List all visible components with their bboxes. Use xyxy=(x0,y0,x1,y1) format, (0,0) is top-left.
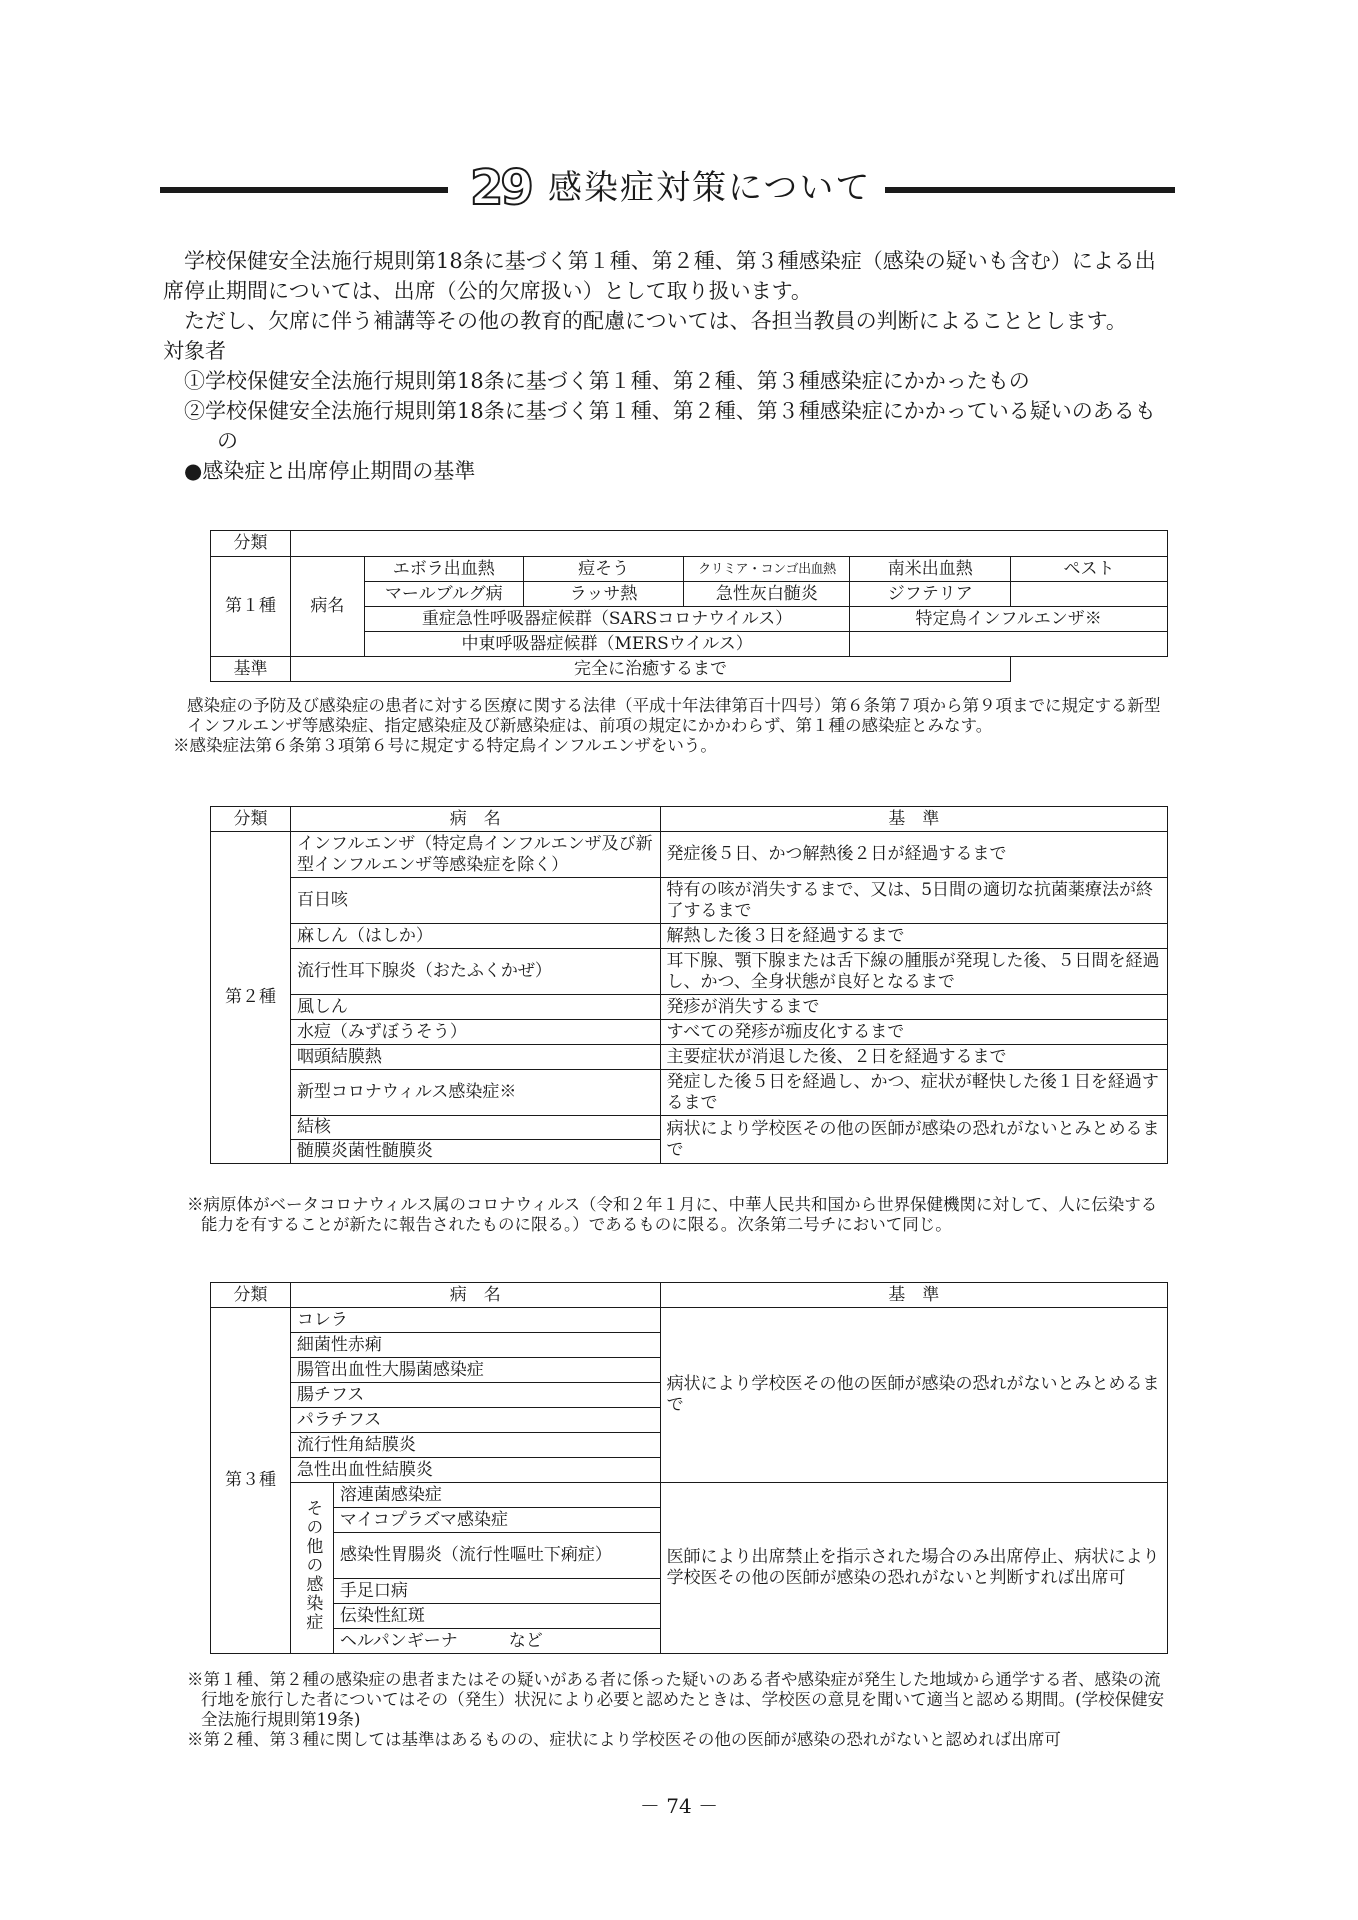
disease-cell: 重症急性呼吸器症候群（SARSコロナウイルス） xyxy=(364,607,849,632)
class-1-label: 第１種 xyxy=(211,557,291,657)
note-line: 感染症の予防及び感染症の患者に対する医療に関する法律（平成十年法律第百十四号）第６条第７項から第９項までに規定する新型インフルエンザ等感染症、指定感染症及び新感染症は、前項の規定にかかわらず、第１種の感染症とみなす。 xyxy=(187,696,1161,735)
disease-cell: 結核 xyxy=(290,1116,660,1140)
disease-cell: ペスト xyxy=(1011,557,1168,582)
col-class-header: 分類 xyxy=(211,1283,291,1308)
disease-cell: 手足口病 xyxy=(333,1579,660,1604)
disease-cell: 中東呼吸器症候群（MERSウイルス） xyxy=(364,632,849,657)
col-criteria-header: 基 準 xyxy=(660,807,1167,832)
chapter-title: 感染症対策について xyxy=(548,168,872,208)
disease-cell: 南米出血熱 xyxy=(850,557,1011,582)
criteria-cell: 特有の咳が消失するまで、又は、5日間の適切な抗菌薬療法が終了するまで xyxy=(660,878,1167,924)
disease-cell: 新型コロナウィルス感染症※ xyxy=(290,1070,660,1116)
disease-cell: 急性灰白髄炎 xyxy=(684,582,850,607)
table-class-2 xyxy=(210,806,1168,1164)
disease-cell: 水痘（みずぼうそう） xyxy=(290,1020,660,1045)
target-item-1: ①学校保健安全法施行規則第18条に基づく第１種、第２種、第３種感染症にかかったもの xyxy=(184,369,1030,393)
disease-cell: 溶連菌感染症 xyxy=(333,1483,660,1508)
disease-cell: 咽頭結膜熱 xyxy=(290,1045,660,1070)
criteria-cell-a: 病状により学校医その他の医師が感染の恐れがないとみとめるまで xyxy=(660,1308,1167,1483)
disease-cell: コレラ xyxy=(290,1308,660,1333)
criteria-cell: 解熱した後３日を経過するまで xyxy=(660,924,1167,949)
disease-cell: 腸チフス xyxy=(290,1383,660,1408)
disease-cell: 髄膜炎菌性髄膜炎 xyxy=(290,1140,660,1164)
disease-cell: 風しん xyxy=(290,995,660,1020)
disease-cell: 感染性胃腸炎（流行性嘔吐下痢症） xyxy=(333,1533,660,1579)
note-class-1 xyxy=(173,696,1172,756)
note-line: ※第２種、第３種に関しては基準はあるものの、症状により学校医その他の医師が感染の恐れがないと認めれば出席可 xyxy=(187,1730,1061,1749)
intro-paragraph-2: ただし、欠席に伴う補講等その他の教育的配慮については、各担当教員の判断によることとします。 xyxy=(184,309,1127,333)
col-criteria-header: 基 準 xyxy=(660,1283,1167,1308)
disease-cell: 流行性角結膜炎 xyxy=(290,1433,660,1458)
criteria-cell-b: 医師により出席禁止を指示された場合のみ出席停止、病状により学校医その他の医師が感染の恐れがないと判断すれば出席可 xyxy=(660,1483,1167,1654)
disease-cell: 急性出血性結膜炎 xyxy=(290,1458,660,1483)
disease-cell: ジフテリア xyxy=(850,582,1011,607)
disease-cell: マールブルグ病 xyxy=(364,582,523,607)
criteria-cell: 完全に治癒するまで xyxy=(290,657,1010,682)
criteria-cell: 主要症状が消退した後、２日を経過するまで xyxy=(660,1045,1167,1070)
header-rule-left xyxy=(160,187,448,193)
disease-cell: 麻しん（はしか） xyxy=(290,924,660,949)
section-heading: ●感染症と出席停止期間の基準 xyxy=(184,459,476,483)
col-disease-header: 病 名 xyxy=(290,807,660,832)
target-heading: 対象者 xyxy=(163,339,226,363)
note-line: ※第１種、第２種の感染症の患者またはその疑いがある者に係った疑いのある者や感染症が発生した地域から通学する者、感染の流行地を旅行した者についてはその（発生）状況により必要と認めたときは、学校医の意見を聞いて適当と認める期間。(学校保健安全法施行規則第19条) xyxy=(187,1670,1165,1729)
chapter-header xyxy=(160,158,1175,228)
other-diseases-text: その他の感染症 xyxy=(302,1498,323,1632)
criteria-cell: 発症後５日、かつ解熱後２日が経過するまで xyxy=(660,832,1167,878)
disease-cell: 伝染性紅斑 xyxy=(333,1604,660,1629)
criteria-cell: 病状により学校医その他の医師が感染の恐れがないとみとめるまで xyxy=(660,1116,1167,1164)
disease-cell: クリミア・コンゴ出血熱 xyxy=(684,557,850,582)
disease-cell: 特定鳥インフルエンザ※ xyxy=(850,607,1168,632)
note-line: ※病原体がベータコロナウィルス属のコロナウィルス（令和２年１月に、中華人民共和国から世界保健機関に対して、人に伝染する能力を有することが新たに報告されたものに限る。）であるものに限る。次条第二号チにおいて同じ。 xyxy=(187,1195,1158,1234)
note-class-2 xyxy=(187,1195,1172,1235)
disease-cell: エボラ出血熱 xyxy=(364,557,523,582)
criteria-label: 基準 xyxy=(211,657,291,682)
disease-cell: ラッサ熱 xyxy=(523,582,684,607)
disease-label: 病名 xyxy=(290,557,364,657)
chapter-number: 29 xyxy=(470,160,531,216)
disease-cell: マイコプラズマ感染症 xyxy=(333,1508,660,1533)
class-2-label: 第２種 xyxy=(211,832,291,1164)
intro-paragraph-1: 学校保健安全法施行規則第18条に基づく第１種、第２種、第３種感染症（感染の疑いも含む）による出席停止期間については、出席（公的欠席扱い）として取り扱います。 xyxy=(163,249,1156,303)
col-class-header: 分類 xyxy=(211,807,291,832)
target-item-2: ②学校保健安全法施行規則第18条に基づく第１種、第２種、第３種感染症にかかっている疑いのあるもの xyxy=(184,399,1156,453)
page-number: － 74 － xyxy=(639,1794,719,1818)
note-general xyxy=(187,1670,1172,1750)
criteria-cell: 発症した後５日を経過し、かつ、症状が軽快した後１日を経過するまで xyxy=(660,1070,1167,1116)
header-rule-right xyxy=(885,187,1175,193)
col-class-header: 分類 xyxy=(211,531,291,557)
note-line: ※感染症法第６条第３項第６号に規定する特定鳥インフルエンザをいう。 xyxy=(173,736,717,755)
criteria-cell: 発疹が消失するまで xyxy=(660,995,1167,1020)
col-disease-header: 病 名 xyxy=(290,1283,660,1308)
criteria-cell: 耳下腺、顎下腺または舌下線の腫脹が発現した後、５日間を経過し、かつ、全身状態が良好となるまで xyxy=(660,949,1167,995)
other-diseases-label xyxy=(290,1483,333,1654)
criteria-cell: すべての発疹が痂皮化するまで xyxy=(660,1020,1167,1045)
disease-cell: インフルエンザ（特定鳥インフルエンザ及び新型インフルエンザ等感染症を除く） xyxy=(290,832,660,878)
disease-cell: 細菌性赤痢 xyxy=(290,1333,660,1358)
class-3-label: 第３種 xyxy=(211,1308,291,1654)
disease-cell: 腸管出血性大腸菌感染症 xyxy=(290,1358,660,1383)
disease-cell: 流行性耳下腺炎（おたふくかぜ） xyxy=(290,949,660,995)
disease-cell: 百日咳 xyxy=(290,878,660,924)
table-class-1 xyxy=(210,530,1168,682)
disease-cell xyxy=(850,632,1168,657)
disease-cell: パラチフス xyxy=(290,1408,660,1433)
table-class-3 xyxy=(210,1282,1168,1654)
disease-cell: 痘そう xyxy=(523,557,684,582)
disease-cell: ヘルパンギーナ など xyxy=(333,1629,660,1654)
intro-text xyxy=(163,246,1175,486)
